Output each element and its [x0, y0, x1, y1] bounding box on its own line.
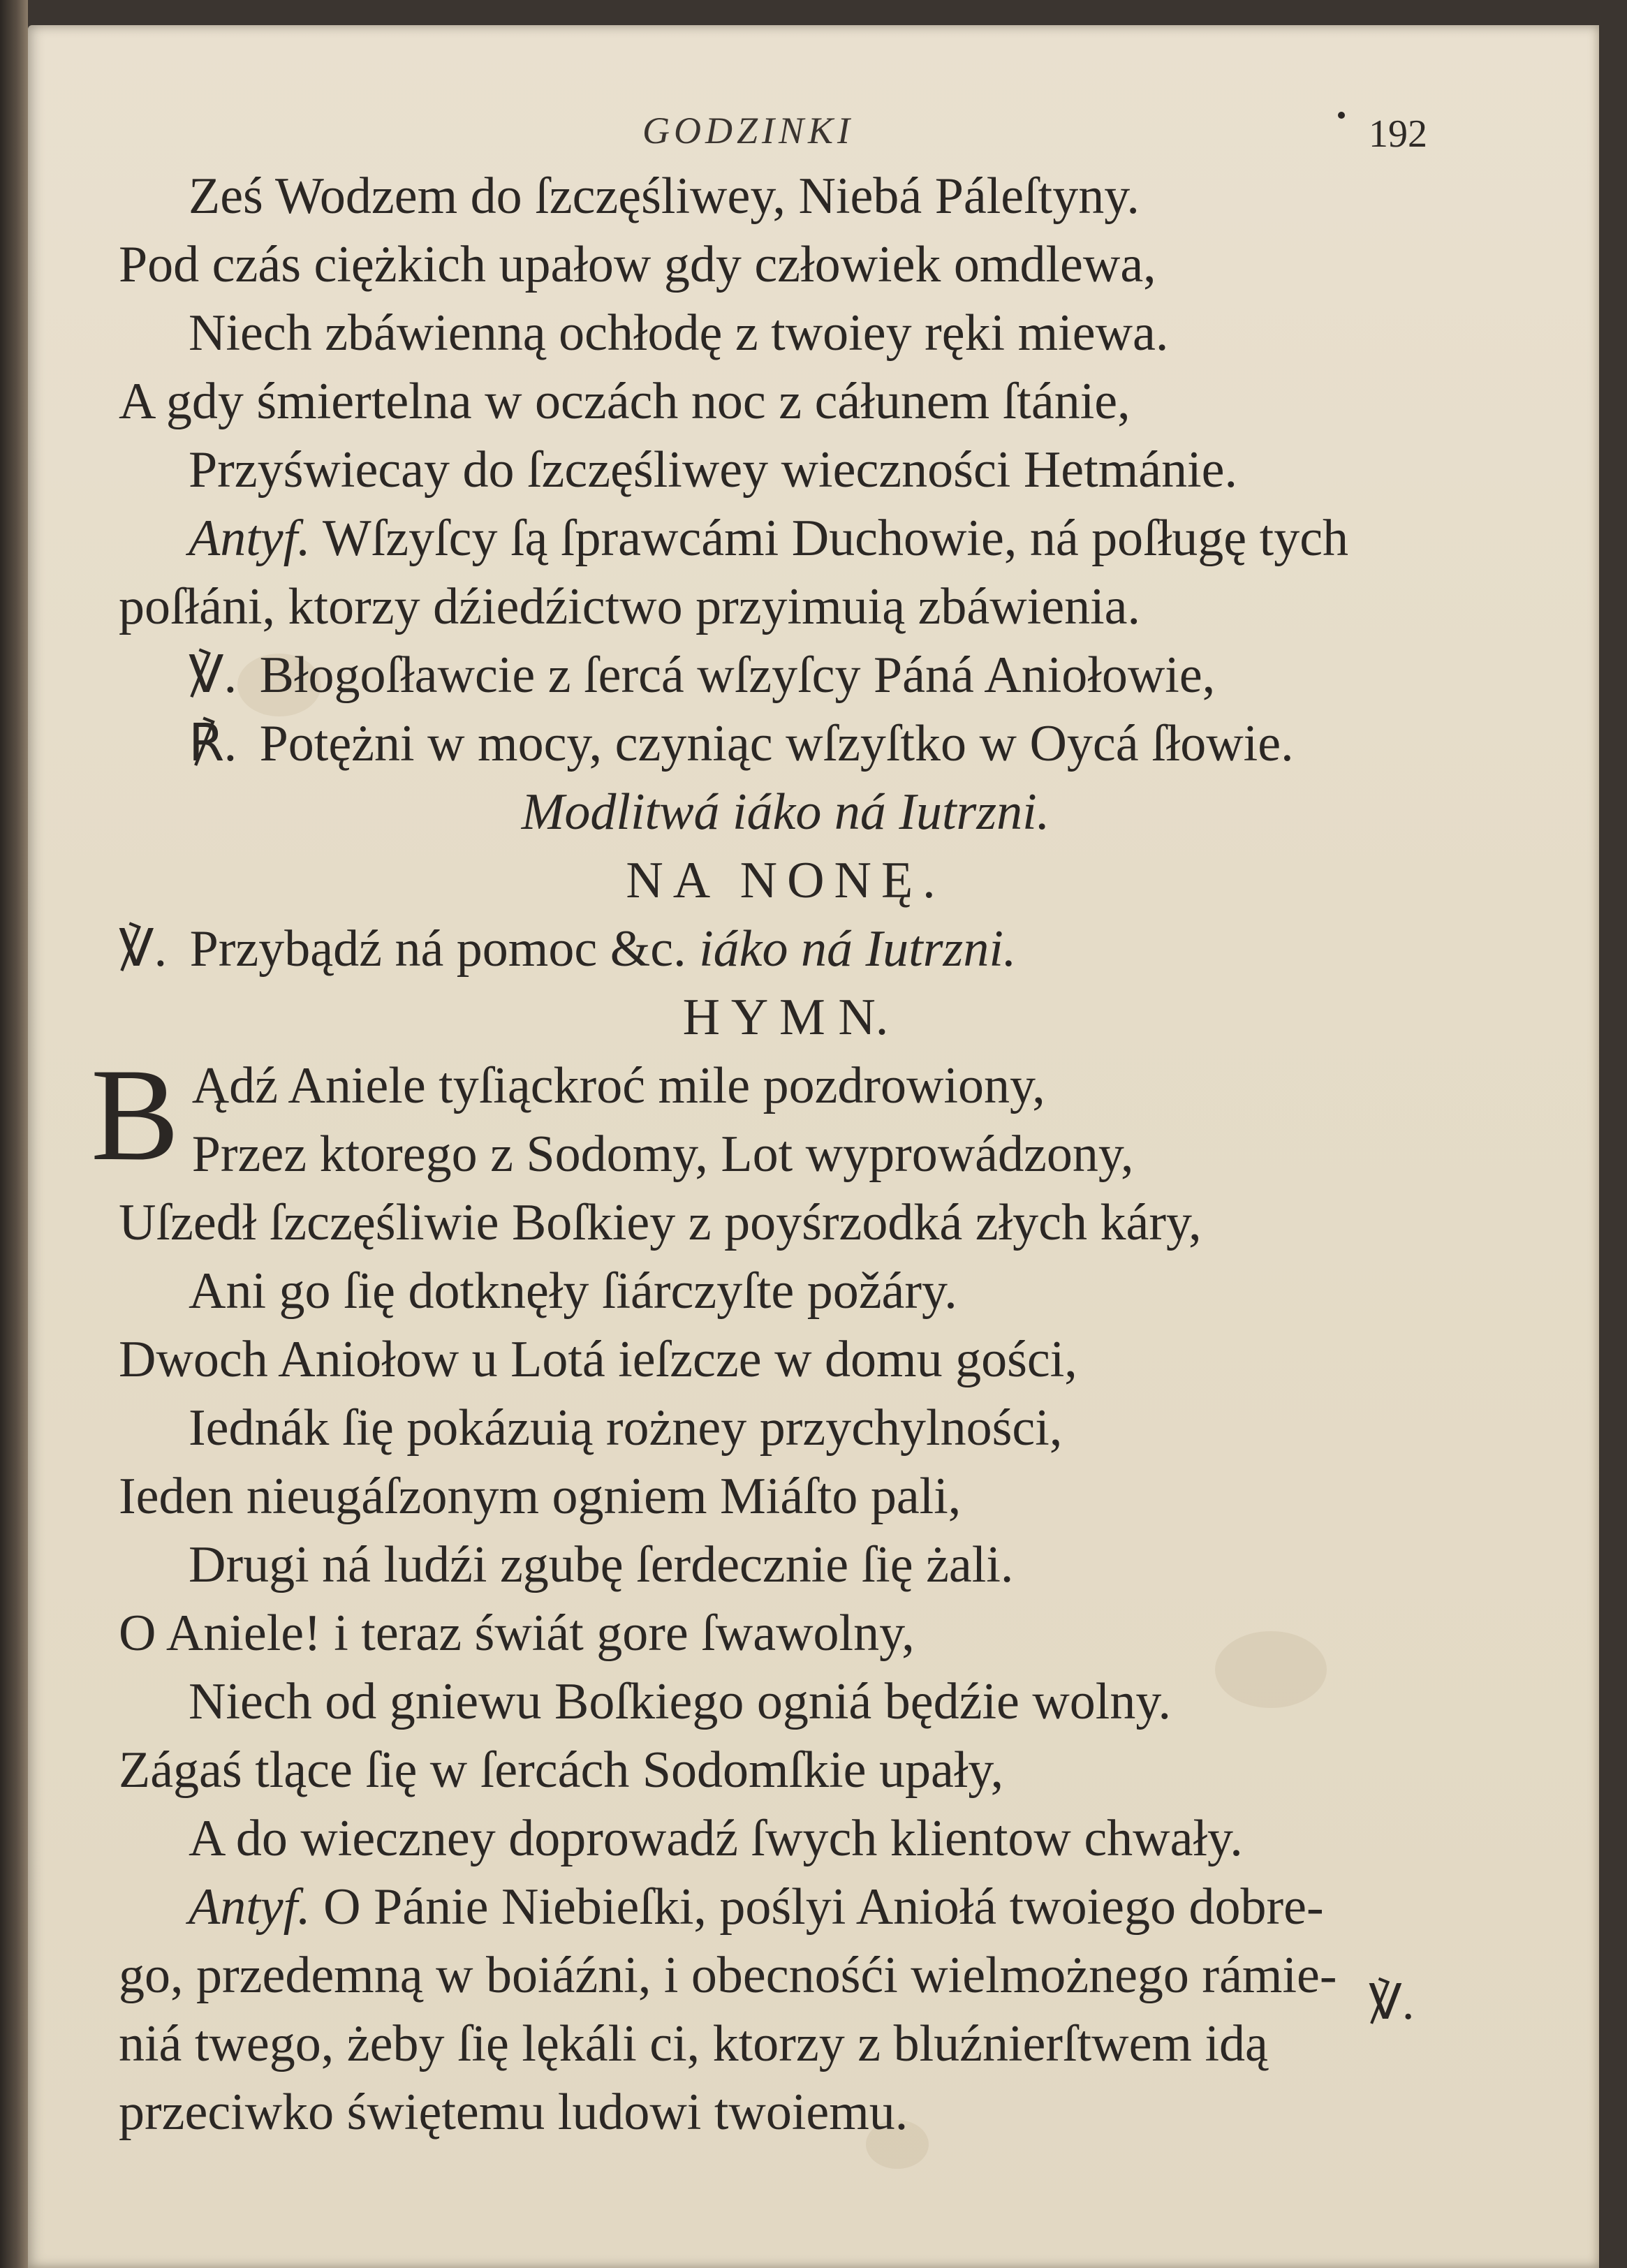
prose-line: go, przedemną w boiáźni, i obecnośći wielmożnego rámie- [119, 1947, 1337, 2004]
hymn-heading: H Y M N. [682, 989, 889, 1046]
drop-cap: B [91, 1042, 179, 1188]
catchword: ℣. [1369, 1976, 1415, 2030]
verse-line: Ani go ſię dotknęły ſiárczyſte požáry. [189, 1262, 957, 1320]
hymn-opening [91, 1042, 1522, 1188]
prose-line: poſłáni, ktorzy dźiedźictwo przyimuią zbáwienia. [119, 578, 1141, 635]
versicle-rubric: iáko ná Iutrzni. [699, 920, 1017, 978]
verse-line: Zágaś tlące ſię w ſercách Sodomſkie upały, [119, 1742, 1004, 1799]
prose-line: niá twego, żeby ſię lękáli ci, ktorzy z bluźnierſtwem idą [119, 2015, 1268, 2072]
verse-line: Niech od gniewu Boſkiego ogniá będźie wolny. [189, 1673, 1172, 1730]
antiphon-label: Antyf. [189, 1878, 311, 1936]
page-text [91, 162, 1522, 2146]
antiphon-line [91, 1873, 1522, 1941]
prose-line: przeciwko świętemu ludowi twoiemu. [119, 2084, 908, 2141]
book-binding-edge [0, 0, 28, 2268]
book-page [28, 25, 1599, 2268]
verse-line: A do wieczney doprowadź ſwych klientow chwały. [189, 1810, 1243, 1867]
page-header [28, 109, 1599, 165]
verse-line: Dwoch Aniołow u Lotá ieſzcze w domu gości, [119, 1331, 1077, 1388]
antiphon-text: Wſzyſcy ſą ſprawcámi Duchowie, ná poſługę tych [322, 510, 1349, 567]
versicle-line [91, 641, 1522, 709]
verse-line: Niech zbáwienną ochłodę z twoiey ręki miewa. [189, 304, 1169, 362]
verse-line: Ześ Wodzem do ſzczęśliwey, Niebá Páleſtyny. [189, 168, 1140, 225]
verse-line: Pod czás ciężkich upałow gdy człowiek omdlewa, [119, 236, 1156, 293]
versicle-text: Błogoſławcie z ſercá wſzyſcy Páná Aniołowie, [259, 647, 1216, 704]
verse-line: Ądź Aniele tyſiąckroć mile pozdrowiony, [191, 1057, 1045, 1114]
antiphon-line [91, 504, 1522, 573]
ink-dot [1338, 112, 1345, 119]
antiphon-text: O Pánie Niebieſki, poślyi Aniołá twoiego dobre- [323, 1878, 1324, 1936]
running-title: GODZINKI [642, 110, 855, 152]
verse-line: Ieden nieugáſzonym ogniem Miáſto pali, [119, 1468, 962, 1525]
versicle-symbol: ℣. [119, 920, 168, 978]
verse-line: Drugi ná ludźi zgubę ſerdecznie ſię żali. [189, 1536, 1014, 1593]
versicle-symbol: ℣. [189, 647, 237, 704]
versicle-text: Przybądź ná pomoc &c. [189, 920, 686, 978]
antiphon-label: Antyf. [189, 510, 311, 567]
section-heading: NA NONĘ. [626, 852, 945, 909]
response-line [91, 709, 1522, 778]
response-text: Potężni w mocy, czyniąc wſzyſtko w Oycá ſłowie. [259, 715, 1294, 772]
verse-line: Przez ktorego z Sodomy, Lot wyprowádzony, [191, 1126, 1134, 1183]
verse-line: Przyświecay do ſzczęśliwey wieczności Hetmánie. [189, 441, 1238, 499]
page-number: 192 [1369, 112, 1427, 156]
verse-line: Iednák ſię pokázuią rożney przychylności, [189, 1399, 1063, 1457]
response-symbol: ℟. [189, 715, 237, 772]
verse-line: A gdy śmiertelna w oczách noc z cáłunem ſtánie, [119, 373, 1131, 430]
versicle-line [91, 915, 1522, 983]
verse-line: O Aniele! i teraz świát gore ſwawolny, [119, 1605, 915, 1662]
verse-line: Uſzedł ſzczęśliwie Boſkiey z poyśrzodká złych káry, [119, 1194, 1202, 1251]
prayer-rubric: Modlitwá iáko ná Iutrzni. [521, 783, 1050, 841]
